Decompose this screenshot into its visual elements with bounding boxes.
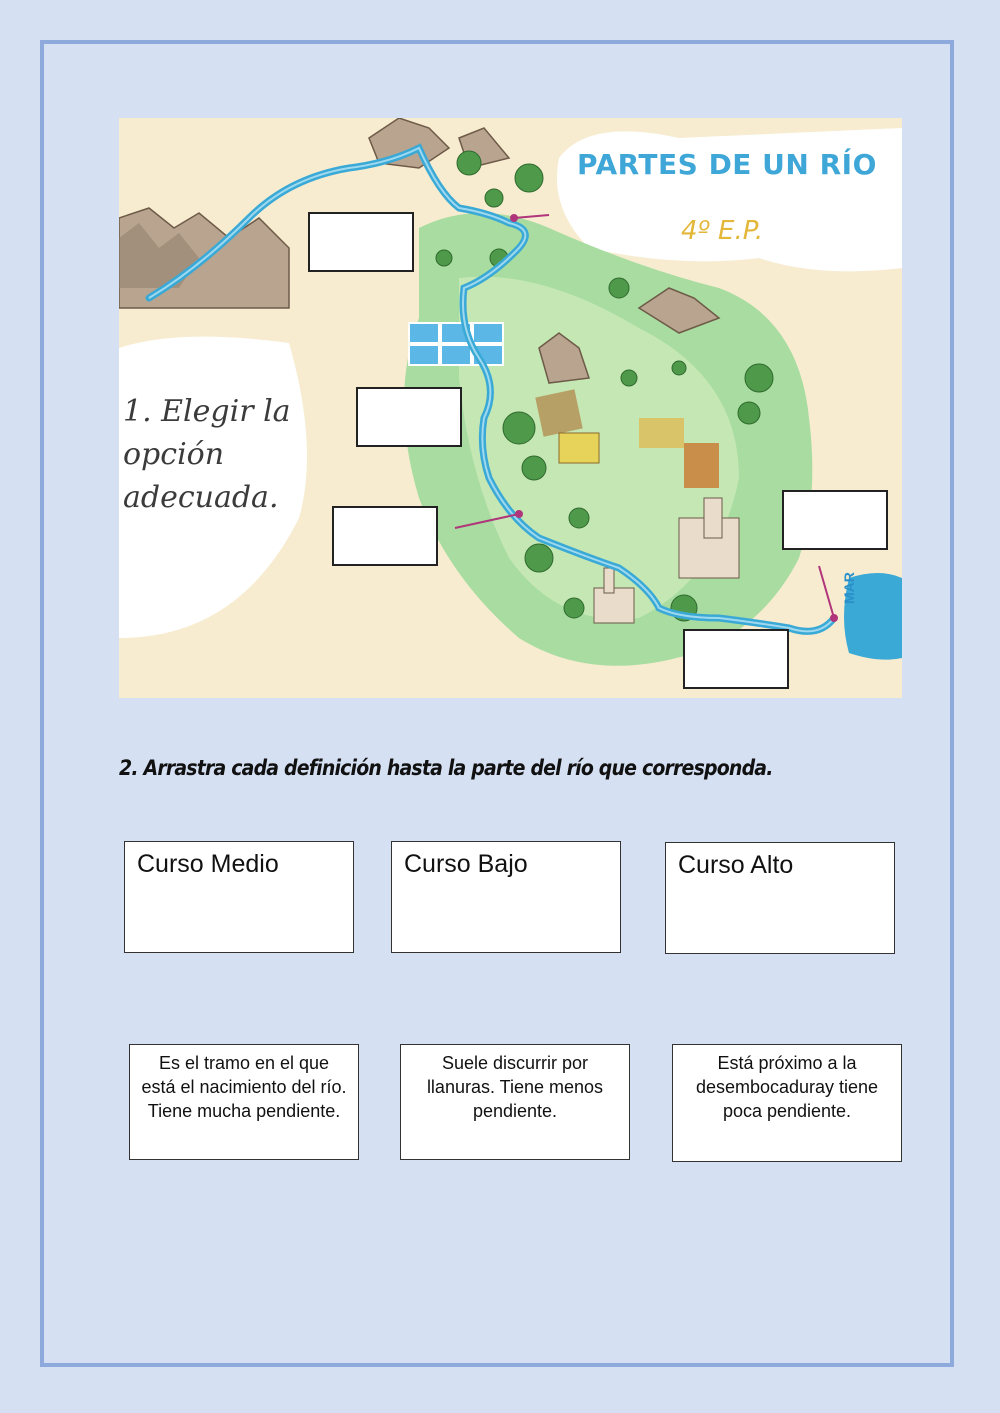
drop-slot-2[interactable] [356,387,462,447]
definition-card-3[interactable]: Está próximo a la desembocaduray tiene poca pendiente. [672,1044,902,1162]
map-title: PARTES DE UN RÍO [577,148,877,181]
sea-label: MAR [841,572,857,604]
definition-card-2[interactable]: Suele discurrir por llanuras. Tiene menos pendiente. [400,1044,630,1160]
drop-slot-1[interactable] [308,212,414,272]
course-label: Curso Medio [137,850,279,878]
grade-label: 4º E.P. [681,216,764,246]
exercise-2-prompt: 2. Arrastra cada definición hasta la parte del río que corresponda. [119,756,773,780]
drop-slot-4[interactable] [782,490,888,550]
course-drop-zone-alto[interactable] [665,842,895,954]
drop-slot-3[interactable] [332,506,438,566]
course-drop-zone-bajo[interactable] [391,841,621,953]
drop-slot-5[interactable] [683,629,789,689]
river-map [119,118,902,698]
instruction-text: 1. Elegir la opción adecuada. [123,394,291,515]
course-label: Curso Alto [678,851,794,879]
course-drop-zone-medio[interactable] [124,841,354,953]
course-label: Curso Bajo [404,850,528,878]
definition-card-1[interactable]: Es el tramo en el que está el nacimiento del río. Tiene mucha pendiente. [129,1044,359,1160]
